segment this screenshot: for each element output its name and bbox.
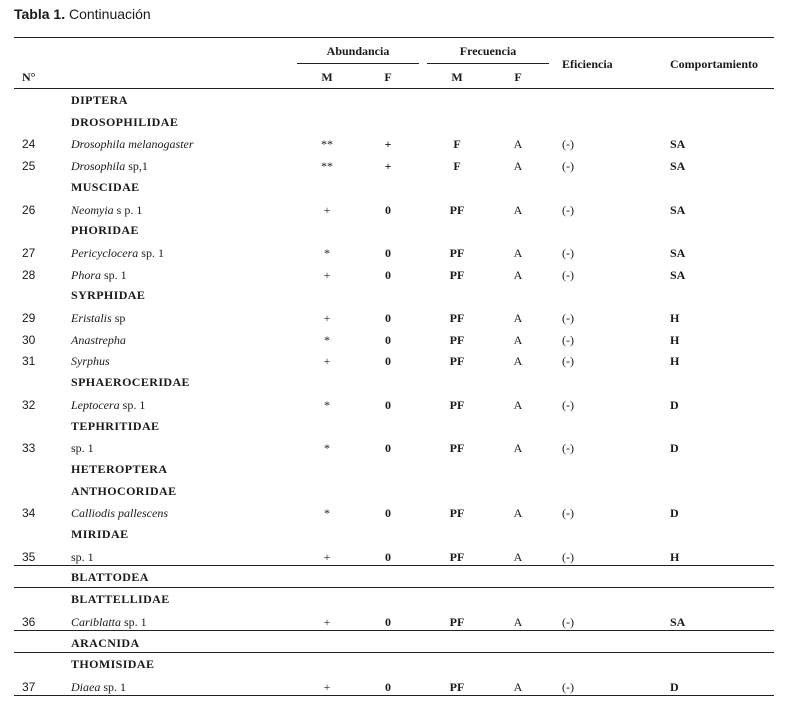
frecuencia-f-value: A bbox=[513, 506, 523, 520]
frecuencia-m-value: PF bbox=[449, 246, 465, 260]
abundancia-m-value: * bbox=[324, 506, 330, 520]
species-italic: Neomyia bbox=[71, 203, 114, 217]
group-label: DIPTERA bbox=[71, 93, 128, 107]
row-number: 26 bbox=[22, 203, 36, 217]
header-abundancia-f: F bbox=[384, 70, 392, 84]
abundancia-f-value: 0 bbox=[385, 550, 391, 564]
species-name bbox=[71, 333, 126, 347]
species-italic: Eristalis bbox=[71, 311, 112, 325]
frecuencia-m-value: PF bbox=[449, 680, 465, 694]
table-caption bbox=[14, 6, 151, 22]
species-name bbox=[71, 203, 142, 217]
species-name bbox=[71, 615, 147, 629]
row-number: 31 bbox=[22, 354, 36, 368]
frecuencia-m-value: PF bbox=[449, 615, 465, 629]
frecuencia-f-value: A bbox=[513, 441, 523, 455]
frecuencia-f-value: A bbox=[513, 550, 523, 564]
header-frecuencia: Frecuencia bbox=[459, 44, 517, 58]
abundancia-m-value: + bbox=[323, 203, 331, 217]
abundancia-f-value: + bbox=[384, 137, 392, 151]
comportamiento-value: SA bbox=[670, 268, 686, 282]
comportamiento-value: SA bbox=[670, 203, 686, 217]
species-italic: Cariblatta bbox=[71, 615, 122, 629]
frecuencia-m-value: PF bbox=[449, 311, 465, 325]
comportamiento-value: H bbox=[670, 311, 680, 325]
row-number: 25 bbox=[22, 159, 36, 173]
row-number: 29 bbox=[22, 311, 36, 325]
aracnida-rule-top bbox=[14, 630, 774, 631]
species-name bbox=[71, 268, 127, 282]
species-name bbox=[71, 246, 164, 260]
abundancia-f-value: + bbox=[384, 159, 392, 173]
header-frecuencia-f: F bbox=[514, 70, 522, 84]
abundancia-m-value: ** bbox=[321, 159, 333, 173]
abundancia-f-value: 0 bbox=[385, 246, 391, 260]
group-label: MUSCIDAE bbox=[71, 180, 140, 194]
group-label: BLATTELLIDAE bbox=[71, 592, 170, 606]
abundancia-f-value: 0 bbox=[385, 203, 391, 217]
blattodea-rule-top bbox=[14, 565, 774, 566]
frecuencia-f-value: A bbox=[513, 137, 523, 151]
frecuencia-subrule bbox=[427, 63, 549, 64]
abundancia-f-value: 0 bbox=[385, 506, 391, 520]
row-number: 30 bbox=[22, 333, 36, 347]
top-rule bbox=[14, 37, 774, 38]
abundancia-m-value: + bbox=[323, 268, 331, 282]
species-suffix: s p. 1 bbox=[113, 203, 143, 217]
species-name bbox=[71, 137, 194, 151]
comportamiento-value: D bbox=[670, 441, 679, 455]
species-italic: Drosophila bbox=[71, 159, 126, 173]
row-number: 28 bbox=[22, 268, 36, 282]
row-number: 33 bbox=[22, 441, 36, 455]
abundancia-f-value: 0 bbox=[385, 398, 391, 412]
caption-text: Continuación bbox=[68, 6, 151, 22]
header-eficiencia: Eficiencia bbox=[562, 57, 613, 71]
abundancia-m-value: * bbox=[324, 441, 330, 455]
abundancia-m-value: + bbox=[323, 615, 331, 629]
header-abundancia: Abundancia bbox=[326, 44, 390, 58]
row-number: 32 bbox=[22, 398, 36, 412]
frecuencia-m-value: F bbox=[453, 159, 461, 173]
eficiencia-value: (-) bbox=[562, 354, 574, 368]
frecuencia-m-value: PF bbox=[449, 354, 465, 368]
comportamiento-value: D bbox=[670, 506, 679, 520]
comportamiento-value: SA bbox=[670, 137, 686, 151]
group-label: TEPHRITIDAE bbox=[71, 419, 160, 433]
eficiencia-value: (-) bbox=[562, 398, 574, 412]
species-italic: Calliodis pallescens bbox=[71, 506, 168, 520]
species-suffix: sp. 1 bbox=[101, 268, 127, 282]
row-number: 35 bbox=[22, 550, 36, 564]
frecuencia-m-value: PF bbox=[449, 550, 465, 564]
header-frecuencia-m: M bbox=[451, 70, 463, 84]
species-italic: Phora bbox=[71, 268, 101, 282]
comportamiento-value: SA bbox=[670, 615, 686, 629]
abundancia-f-value: 0 bbox=[385, 615, 391, 629]
species-suffix: sp,1 bbox=[125, 159, 148, 173]
species-suffix: sp. 1 bbox=[71, 550, 94, 564]
header-abundancia-m: M bbox=[321, 70, 333, 84]
group-label: MIRIDAE bbox=[71, 527, 129, 541]
header-comportamiento: Comportamiento bbox=[670, 57, 758, 71]
group-label: HETEROPTERA bbox=[71, 462, 168, 476]
frecuencia-f-value: A bbox=[513, 203, 523, 217]
eficiencia-value: (-) bbox=[562, 615, 574, 629]
eficiencia-value: (-) bbox=[562, 137, 574, 151]
comportamiento-value: SA bbox=[670, 246, 686, 260]
species-italic: Diaea bbox=[71, 680, 101, 694]
species-name bbox=[71, 550, 94, 564]
aracnida-rule-bottom bbox=[14, 652, 774, 653]
eficiencia-value: (-) bbox=[562, 680, 574, 694]
abundancia-f-value: 0 bbox=[385, 680, 391, 694]
species-name bbox=[71, 680, 126, 694]
eficiencia-value: (-) bbox=[562, 246, 574, 260]
eficiencia-value: (-) bbox=[562, 268, 574, 282]
abundancia-f-value: 0 bbox=[385, 268, 391, 282]
header-num: N° bbox=[22, 70, 36, 84]
group-label: ANTHOCORIDAE bbox=[71, 484, 177, 498]
row-number: 24 bbox=[22, 137, 36, 151]
species-suffix: sp bbox=[111, 311, 126, 325]
species-italic: Drosophila melanogaster bbox=[71, 137, 194, 151]
species-italic: Leptocera bbox=[71, 398, 120, 412]
abundancia-f-value: 0 bbox=[385, 441, 391, 455]
species-suffix: sp. 1 bbox=[119, 398, 146, 412]
frecuencia-m-value: PF bbox=[449, 333, 465, 347]
row-number: 27 bbox=[22, 246, 36, 260]
group-label: ARACNIDA bbox=[71, 636, 140, 650]
frecuencia-m-value: PF bbox=[449, 203, 465, 217]
comportamiento-value: D bbox=[670, 398, 679, 412]
blattodea-rule-bottom bbox=[14, 587, 774, 588]
abundancia-m-value: * bbox=[324, 333, 330, 347]
bottom-rule bbox=[14, 695, 774, 696]
abundancia-f-value: 0 bbox=[385, 311, 391, 325]
group-label: SPHAEROCERIDAE bbox=[71, 375, 190, 389]
abundancia-m-value: + bbox=[323, 311, 331, 325]
species-name bbox=[71, 159, 148, 173]
frecuencia-f-value: A bbox=[513, 615, 523, 629]
frecuencia-m-value: PF bbox=[449, 441, 465, 455]
species-italic: Pericyclocera bbox=[71, 246, 139, 260]
group-label: DROSOPHILIDAE bbox=[71, 115, 179, 129]
abundancia-m-value: ** bbox=[321, 137, 333, 151]
species-suffix: sp. 1 bbox=[138, 246, 164, 260]
species-name bbox=[71, 354, 110, 368]
group-label: THOMISIDAE bbox=[71, 657, 155, 671]
row-number: 34 bbox=[22, 506, 36, 520]
frecuencia-f-value: A bbox=[513, 354, 523, 368]
eficiencia-value: (-) bbox=[562, 441, 574, 455]
species-italic: Anastrepha bbox=[71, 333, 126, 347]
frecuencia-f-value: A bbox=[513, 333, 523, 347]
eficiencia-value: (-) bbox=[562, 159, 574, 173]
frecuencia-f-value: A bbox=[513, 398, 523, 412]
species-suffix: sp. 1 bbox=[121, 615, 147, 629]
comportamiento-value: H bbox=[670, 550, 680, 564]
group-label: SYRPHIDAE bbox=[71, 288, 146, 302]
frecuencia-m-value: PF bbox=[449, 268, 465, 282]
eficiencia-value: (-) bbox=[562, 550, 574, 564]
header-rule bbox=[14, 88, 774, 89]
species-name bbox=[71, 398, 145, 412]
abundancia-subrule bbox=[297, 63, 419, 64]
row-number: 37 bbox=[22, 680, 36, 694]
comportamiento-value: H bbox=[670, 333, 680, 347]
abundancia-m-value: + bbox=[323, 550, 331, 564]
frecuencia-m-value: PF bbox=[449, 506, 465, 520]
row-number: 36 bbox=[22, 615, 36, 629]
species-name bbox=[71, 311, 125, 325]
comportamiento-value: D bbox=[670, 680, 679, 694]
frecuencia-m-value: PF bbox=[449, 398, 465, 412]
comportamiento-value: SA bbox=[670, 159, 686, 173]
comportamiento-value: H bbox=[670, 354, 680, 368]
group-label: BLATTODEA bbox=[71, 570, 149, 584]
species-suffix: sp. 1 bbox=[71, 441, 94, 455]
frecuencia-m-value: F bbox=[453, 137, 461, 151]
frecuencia-f-value: A bbox=[513, 311, 523, 325]
species-name bbox=[71, 441, 94, 455]
frecuencia-f-value: A bbox=[513, 680, 523, 694]
eficiencia-value: (-) bbox=[562, 506, 574, 520]
abundancia-f-value: 0 bbox=[385, 354, 391, 368]
abundancia-m-value: * bbox=[324, 246, 330, 260]
group-label: PHORIDAE bbox=[71, 223, 139, 237]
abundancia-m-value: * bbox=[324, 398, 330, 412]
abundancia-m-value: + bbox=[323, 680, 331, 694]
eficiencia-value: (-) bbox=[562, 333, 574, 347]
frecuencia-f-value: A bbox=[513, 159, 523, 173]
species-italic: Syrphus bbox=[71, 354, 110, 368]
frecuencia-f-value: A bbox=[513, 246, 523, 260]
caption-label: Tabla 1. bbox=[14, 6, 66, 22]
species-suffix: sp. 1 bbox=[100, 680, 126, 694]
frecuencia-f-value: A bbox=[513, 268, 523, 282]
abundancia-m-value: + bbox=[323, 354, 331, 368]
eficiencia-value: (-) bbox=[562, 203, 574, 217]
species-name bbox=[71, 506, 168, 520]
eficiencia-value: (-) bbox=[562, 311, 574, 325]
abundancia-f-value: 0 bbox=[385, 333, 391, 347]
